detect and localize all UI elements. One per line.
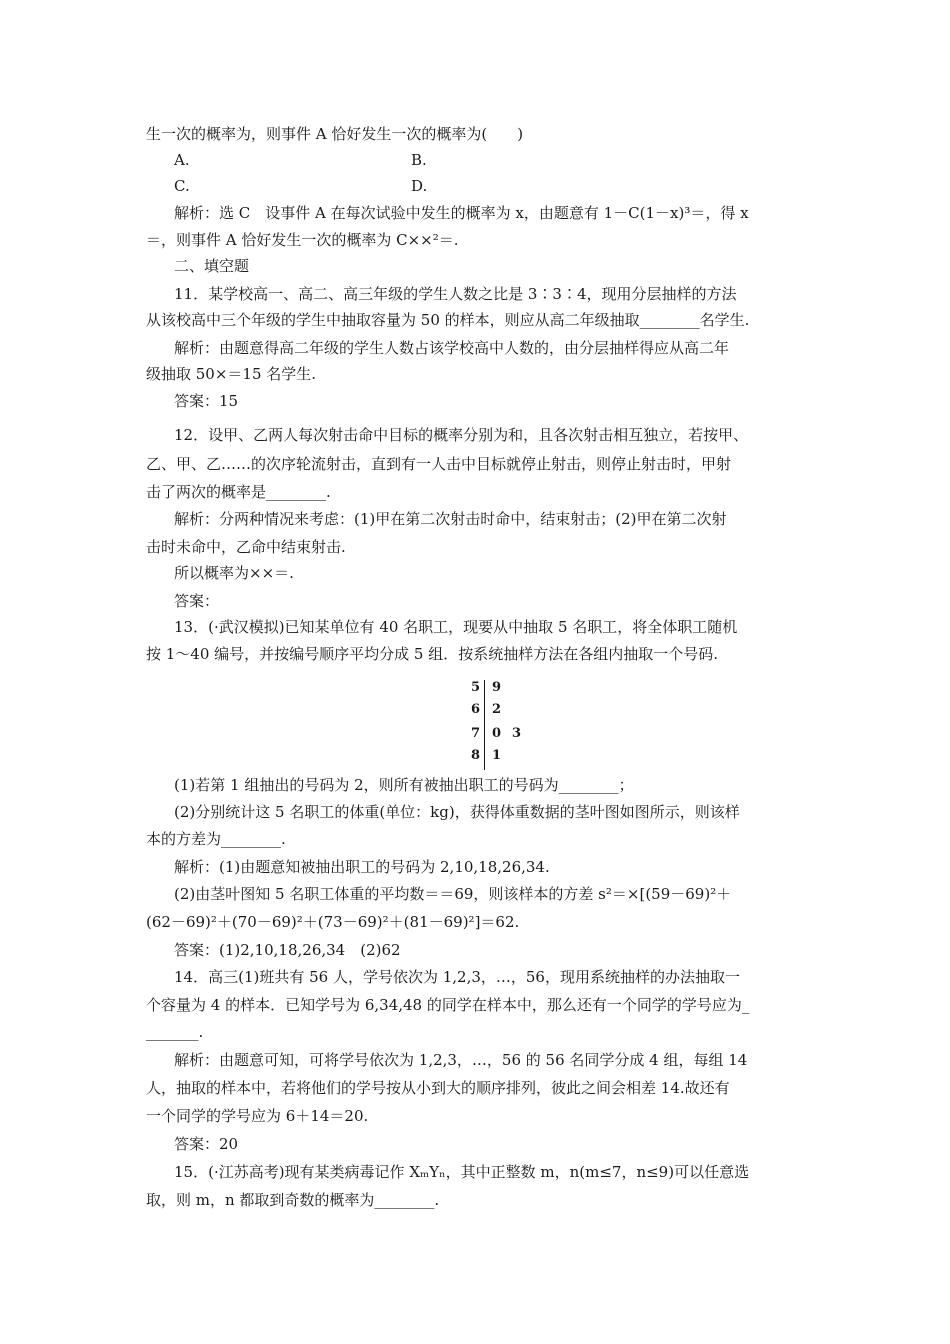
q10-option-d: D. [411, 177, 428, 195]
q10-option-b: B. [411, 151, 427, 169]
q15-line-1: 15．(·江苏高考)现有某类病毒记作 XₘYₙ，其中正整数 m，n(m≤7，n≤9)可以任意选 [174, 1163, 750, 1181]
q12-solution-line-2: 击时未命中，乙命中结束射击. [146, 538, 346, 556]
section-title-fill-in: 二、填空题 [174, 257, 250, 275]
q13-part-2-line-2: 本的方差为________. [146, 830, 286, 848]
q12-answer: 答案： [174, 592, 220, 610]
leaf-3: 3 [512, 726, 522, 741]
stem-6: 6 [470, 702, 480, 717]
leaf-2: 2 [492, 702, 502, 717]
q12-line-1: 12．设甲、乙两人每次射击命中目标的概率分别为和，且各次射击相互独立，若按甲、 [174, 426, 749, 444]
q14-solution-line-3: 一个同学的学号应为 6＋14＝20. [146, 1107, 369, 1125]
q11-line-1: 11．某学校高一、高二、高三年级的学生人数之比是 3∶3∶4，现用分层抽样的方法 [174, 285, 737, 303]
q10-stem-tail: 生一次的概率为，则事件 A 恰好发生一次的概率为( ) [146, 125, 524, 143]
q12-solution-line-1: 解析：分两种情况来考虑：(1)甲在第二次射击时命中，结束射击；(2)甲在第二次射 [174, 510, 727, 528]
q12-line-2: 乙、甲、乙……的次序轮流射击，直到有一人击中目标就停止射击，则停止射击时，甲射 [146, 455, 732, 473]
q13-solution-line-1: 解析：(1)由题意知被抽出职工的号码为 2,10,18,26,34. [174, 858, 550, 876]
q10-option-a: A. [174, 151, 190, 169]
q10-solution-line-2: ＝，则事件 A 恰好发生一次的概率为 C××²＝. [146, 231, 459, 249]
q11-solution-line-2: 级抽取 50×＝15 名学生. [146, 365, 317, 383]
q13-part-1: (1)若第 1 组抽出的号码为 2，则所有被抽出职工的号码为________； [174, 776, 634, 794]
q11-answer: 答案：15 [174, 392, 239, 410]
q13-solution-line-2: (2)由茎叶图知 5 名职工体重的平均数＝＝69，则该样本的方差 s²＝×[(59－69)²＋ [174, 885, 732, 903]
q14-line-2: 个容量为 4 的样本．已知学号为 6,34,48 的同学在样本中，那么还有一个同学的学号应为_ [146, 996, 750, 1014]
q14-solution-line-2: 人，抽取的样本中，若将他们的学号按从小到大的顺序排列，彼此之间会相差 14.故还有 [146, 1079, 730, 1097]
leaf-0: 0 [492, 726, 502, 741]
q13-answer: 答案：(1)2,10,18,26,34 (2)62 [174, 941, 401, 959]
q11-line-2: 从该校高中三个年级的学生中抽取容量为 50 的样本，则应从高二年级抽取________名学生. [146, 311, 750, 329]
q15-line-2: 取，则 m，n 都取到奇数的概率为________. [146, 1191, 440, 1209]
q13-line-2: 按 1～40 编号，并按编号顺序平均分成 5 组．按系统抽样方法在各组内抽取一个号码. [146, 645, 719, 663]
stem-leaf-plot [468, 680, 528, 770]
q14-solution-line-1: 解析：由题意可知，可将学号依次为 1,2,3，…，56 的 56 名同学分成 4 组，每组 14 [174, 1051, 748, 1069]
q14-line-3: _______. [146, 1023, 204, 1041]
q10-solution-line-1: 解析：选 C 设事件 A 在每次试验中发生的概率为 x，由题意有 1－C(1－x)³＝，得 x [174, 204, 749, 222]
q10-option-c: C. [174, 177, 190, 195]
stem-leaf-divider [484, 680, 485, 770]
q13-part-2-line-1: (2)分别统计这 5 名职工的体重(单位：kg)，获得体重数据的茎叶图如图所示，则该样 [174, 803, 740, 821]
q13-line-1: 13．(·武汉模拟)已知某单位有 40 名职工，现要从中抽取 5 名职工，将全体职工随机 [174, 618, 738, 636]
q11-solution-line-1: 解析：由题意得高二年级的学生人数占该学校高中人数的，由分层抽样得应从高二年 [174, 339, 730, 357]
q12-solution-line-3: 所以概率为××＝. [174, 564, 294, 582]
stem-8: 8 [470, 748, 480, 763]
stem-5: 5 [470, 680, 480, 695]
q14-answer: 答案：20 [174, 1135, 239, 1153]
leaf-1: 1 [492, 748, 502, 763]
q13-solution-line-3: (62－69)²＋(70－69)²＋(73－69)²＋(81－69)²]＝62. [146, 913, 520, 931]
leaf-9: 9 [492, 680, 502, 695]
stem-7: 7 [470, 726, 480, 741]
q12-line-3: 击了两次的概率是________. [146, 483, 331, 501]
q14-line-1: 14．高三(1)班共有 56 人，学号依次为 1,2,3，…，56，现用系统抽样的办法抽取一 [174, 968, 740, 986]
